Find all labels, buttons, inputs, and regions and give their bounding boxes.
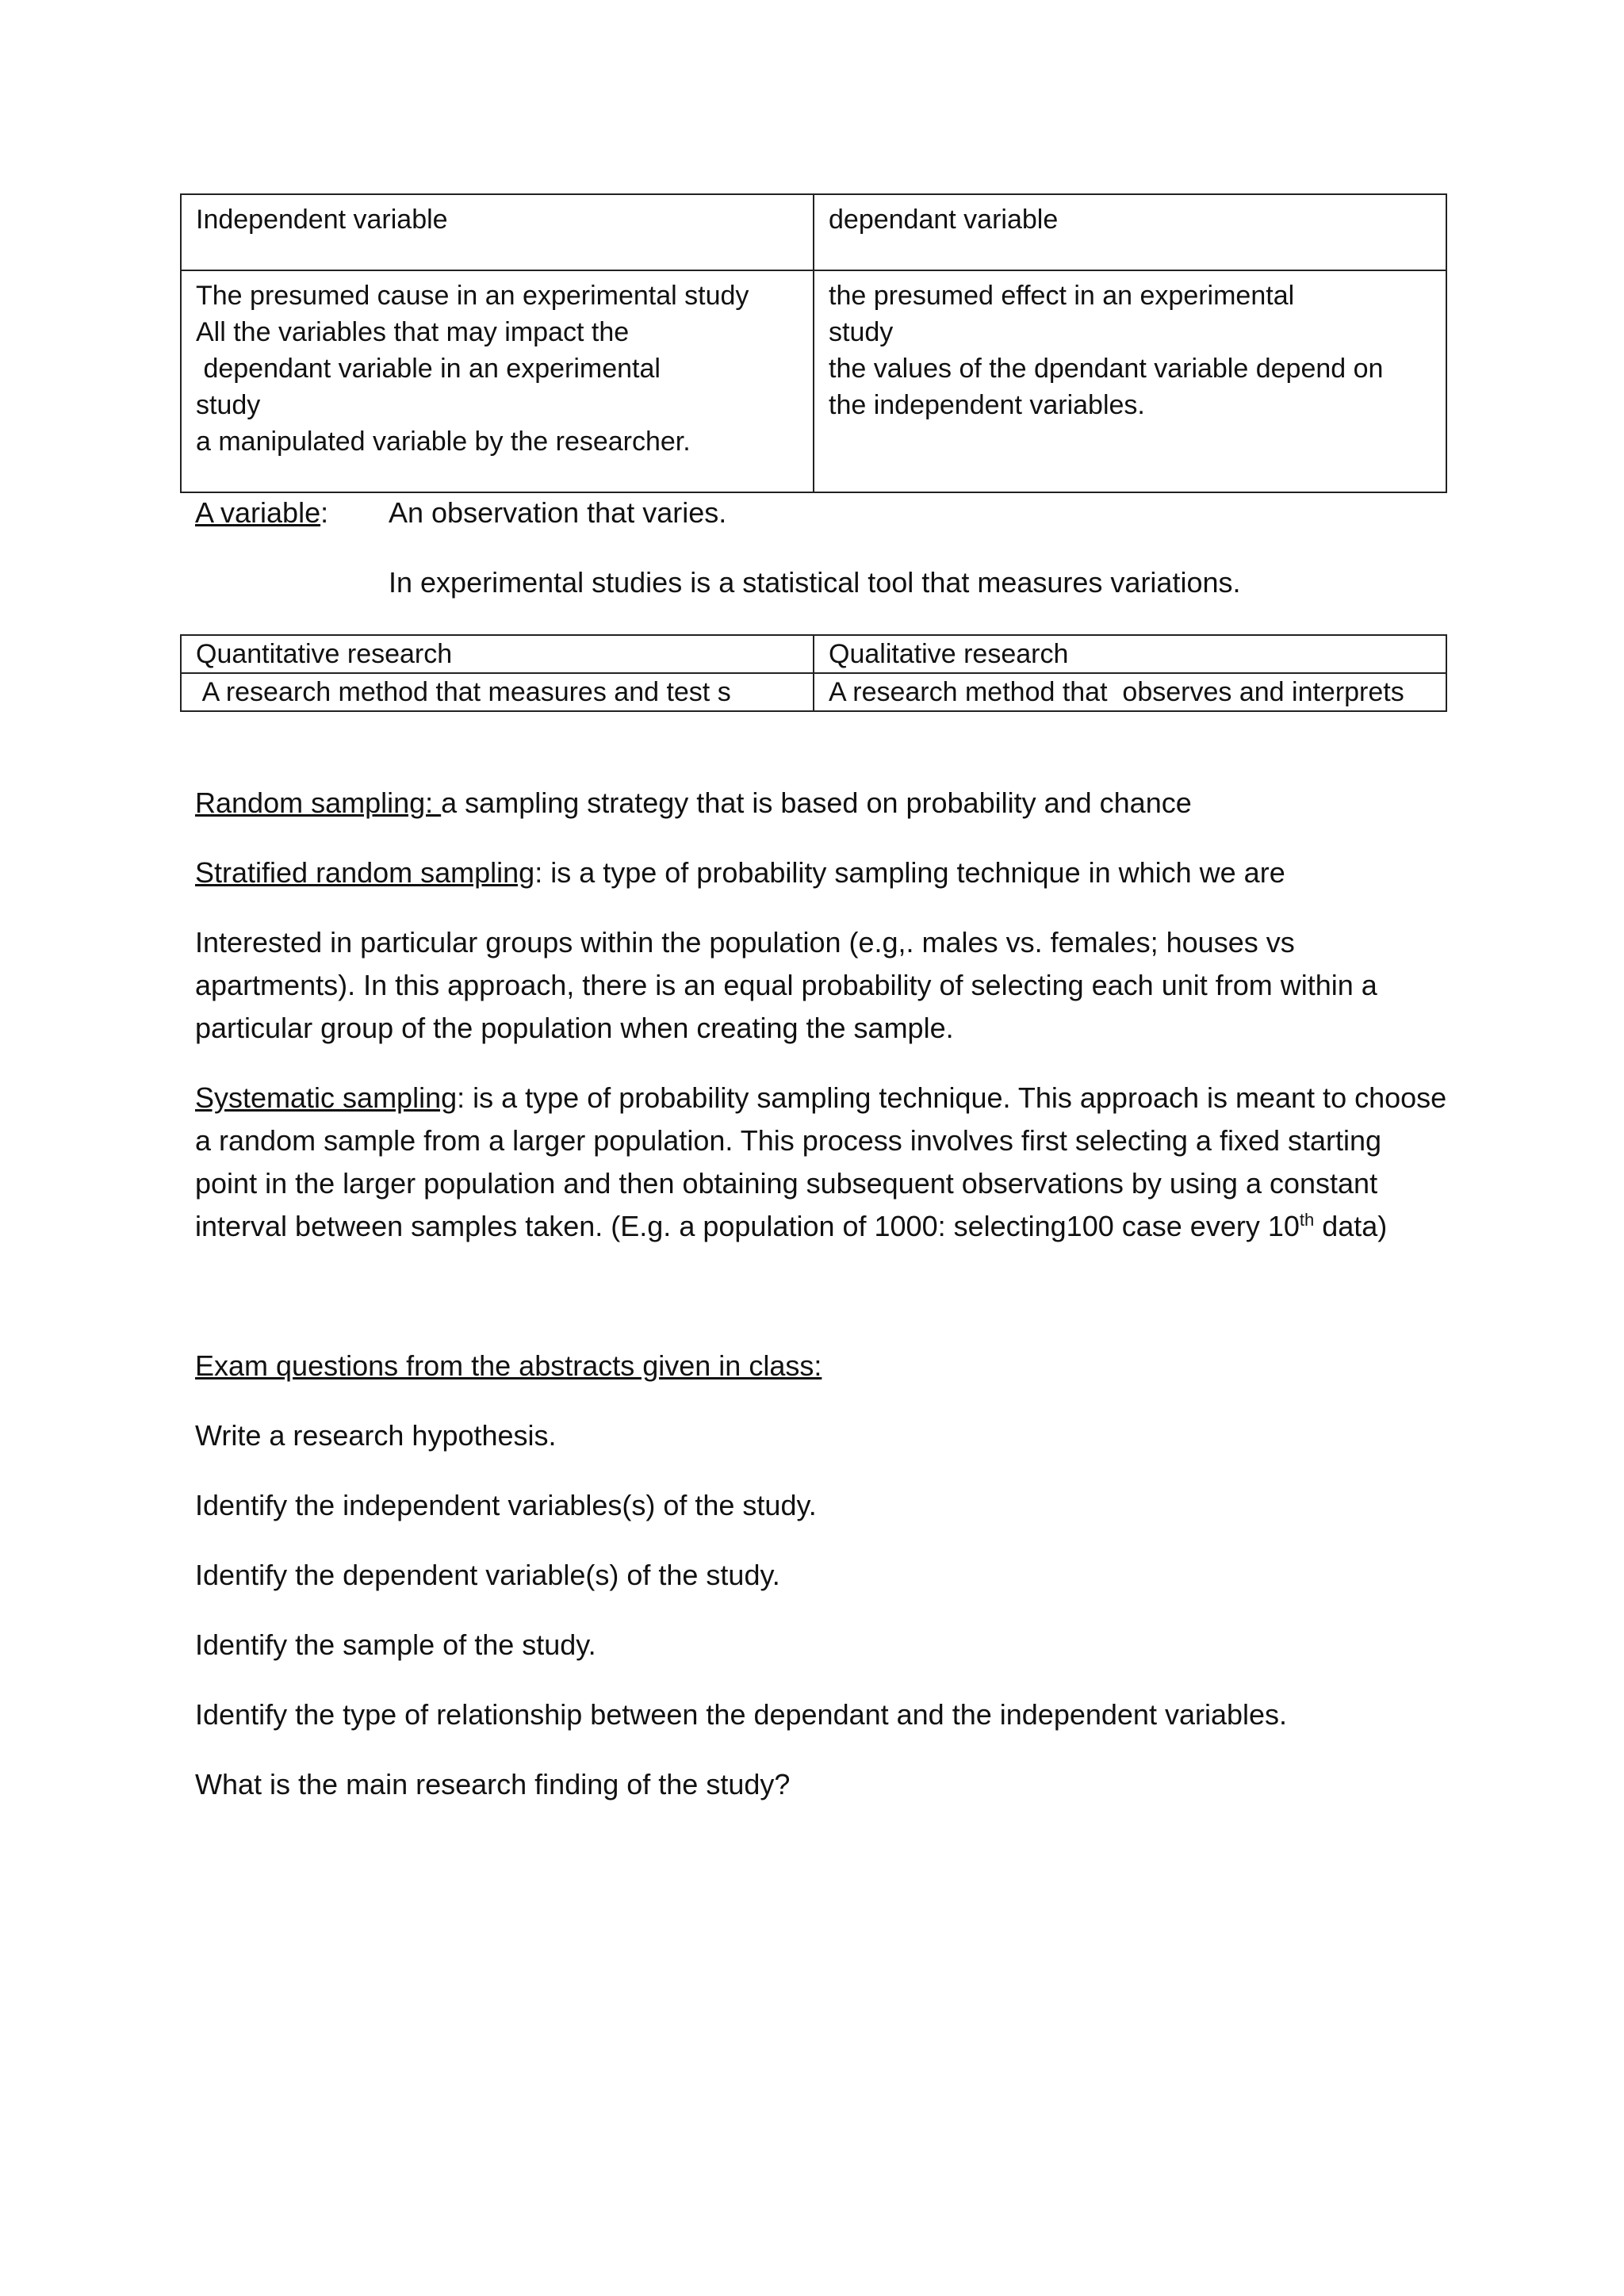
variables-table-body-row — [181, 270, 1446, 492]
variable-def-2: In experimental studies is a statistical tool that measures variations. — [389, 566, 1241, 599]
systematic-sampling-def: : is a type of probability sampling technique. This approach is meant to choose a random sample from a larger population. This process involves first selecting a fixed starting point in the larger population and then obtaining subsequent observations by using a constant interval between samples taken. (E.g. a population of 1000: selecting100 case every 10 — [195, 1081, 1447, 1242]
desc-line: study — [196, 390, 261, 420]
variables-table — [180, 193, 1447, 493]
exam-question: Identify the independent variables(s) of the study. — [195, 1489, 817, 1521]
stratified-sampling-def: : is a type of probability sampling technique in which we are — [534, 856, 1285, 889]
research-types-table — [180, 634, 1447, 712]
dependant-variable-description — [814, 270, 1446, 492]
stratified-sampling-term: Stratified random sampling — [195, 856, 535, 889]
desc-line: dependant variable in an experimental — [196, 354, 661, 384]
random-sampling-paragraph — [195, 782, 1448, 825]
desc-line: All the variables that may impact the — [196, 317, 630, 347]
quantitative-description: A research method that measures and test s — [181, 673, 814, 711]
variables-table-header-row — [181, 194, 1446, 270]
ordinal-superscript: th — [1299, 1210, 1315, 1230]
random-sampling-term: Random sampling: — [195, 786, 442, 819]
exam-question: Identify the type of relationship between the dependant and the independent variables. — [195, 1698, 1288, 1731]
variable-def-1: An observation that varies. — [389, 496, 727, 529]
stratified-sampling-paragraph — [195, 851, 1448, 894]
independent-variable-header: Independent variable — [181, 194, 814, 270]
research-types-header-row — [181, 635, 1446, 673]
variable-colon: : — [320, 496, 329, 529]
stratified-sampling-detail: Interested in particular groups within the population (e.g,. males vs. females; houses vs apartments). In this approach, there is an equal probability of selecting each unit from within a particular group of the population when creating the sample. — [195, 926, 1377, 1044]
exam-question: Identify the sample of the study. — [195, 1628, 596, 1661]
exam-question: Write a research hypothesis. — [195, 1419, 557, 1452]
desc-line: a manipulated variable by the researcher. — [196, 427, 691, 457]
desc-line: study — [829, 317, 894, 347]
qualitative-header: Qualitative research — [814, 635, 1446, 673]
exam-question: What is the main research finding of the study? — [195, 1768, 791, 1800]
qualitative-description: A research method that observes and interprets — [814, 673, 1446, 711]
desc-line: The presumed cause in an experimental study — [196, 281, 749, 311]
dependant-variable-header: dependant variable — [814, 194, 1446, 270]
variable-definition — [195, 492, 1448, 534]
variable-term: A variable — [195, 496, 321, 529]
independent-variable-description — [181, 270, 814, 492]
systematic-sampling-paragraph — [195, 1077, 1448, 1248]
exam-heading — [195, 1345, 1448, 1387]
random-sampling-def: a sampling strategy that is based on probability and chance — [441, 786, 1192, 819]
exam-question: Identify the dependent variable(s) of the study. — [195, 1559, 780, 1591]
exam-heading-text: Exam questions from the abstracts given in class: — [195, 1349, 822, 1382]
desc-line: the presumed effect in an experimental — [829, 281, 1295, 311]
quantitative-header: Quantitative research — [181, 635, 814, 673]
research-types-body-row — [181, 673, 1446, 711]
systematic-sampling-tail: data) — [1314, 1210, 1388, 1242]
desc-line: the independent variables. — [829, 390, 1145, 420]
desc-line: the values of the dpendant variable depend on — [829, 354, 1384, 384]
systematic-sampling-term: Systematic sampling — [195, 1081, 458, 1114]
